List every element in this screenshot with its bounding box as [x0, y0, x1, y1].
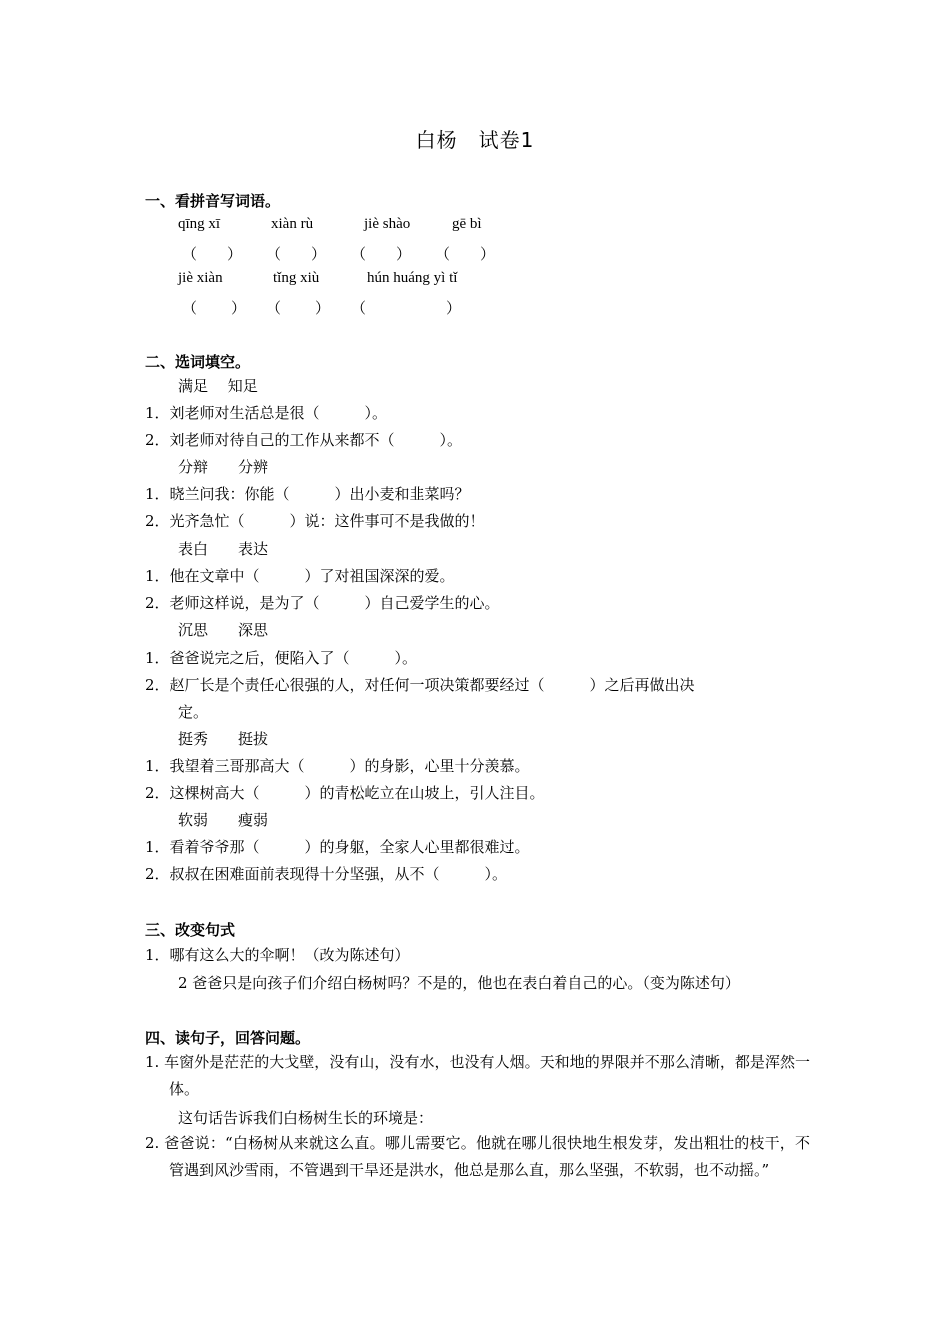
word-choice: 满足 知足: [178, 377, 258, 395]
question-item: 1．哪有这么大的伞啊！（改为陈述句）: [145, 946, 410, 964]
answer-blank: （ ）: [182, 245, 243, 263]
question-item: 2．叔叔在困难面前表现得十分坚强，从不（ ）。: [145, 865, 508, 883]
question-item: 2．老师这样说，是为了（ ）自己爱学生的心。: [145, 594, 500, 612]
question-item: 2．赵厂长是个责任心很强的人，对任何一项决策都要经过（ ）之后再做出决: [145, 676, 695, 694]
reading-passage-1: 1. 车窗外是茫茫的大戈壁，没有山，没有水，也没有人烟。天和地的界限并不那么清晰，都是浑然一体。: [145, 1053, 810, 1098]
question-item: 2．光齐急忙（ ）说：这件事可不是我做的！: [145, 512, 485, 530]
question-item: 2．刘老师对待自己的工作从来都不（ ）。: [145, 431, 463, 449]
pinyin-7: hún huáng yì tǐ: [367, 270, 458, 286]
answer-blank: （ ）: [266, 245, 327, 263]
reading-question-1: 这句话告诉我们白杨树生长的环境是：: [178, 1109, 434, 1127]
pinyin-2: xiàn rù: [271, 216, 314, 232]
question-item: 1．晓兰问我：你能（ ）出小麦和韭菜吗？: [145, 485, 470, 503]
word-choice: 沉思 深思: [178, 621, 269, 639]
answer-blank: （ ）: [435, 245, 496, 263]
question-item: 1．我望着三哥那高大（ ）的身影，心里十分羡慕。: [145, 757, 530, 775]
section-2-heading: 二、选词填空。: [145, 353, 251, 371]
page-title: 白杨 试卷1: [415, 128, 535, 152]
word-choice: 表白 表达: [178, 540, 269, 558]
word-choice: 软弱 瘦弱: [178, 811, 269, 829]
answer-blank: （ ）: [182, 299, 247, 317]
word-choice: 分辩 分辨: [178, 458, 269, 476]
answer-blank: （ ）: [351, 299, 462, 317]
pinyin-4: gē bì: [452, 216, 482, 232]
reading-passage-2: 2. 爸爸说：“白杨树从来就这么直。哪儿需要它。他就在哪儿很快地生根发芽，发出粗壮的枝干，不管遇到风沙雪雨，不管遇到干旱还是洪水，他总是那么直，那么坚强，不软弱，也不动摇。”: [145, 1134, 810, 1179]
pinyin-3: jiè shào: [364, 216, 411, 232]
question-item: 2 爸爸只是向孩子们介绍白杨树吗？不是的，他也在表白着自己的心。（变为陈述句）: [178, 974, 740, 992]
section-3-heading: 三、改变句式: [145, 921, 236, 939]
section-1-heading: 一、看拼音写词语。: [145, 192, 281, 210]
question-item: 1．刘老师对生活总是很（ ）。: [145, 404, 388, 422]
question-item: 1．看着爷爷那（ ）的身躯，全家人心里都很难过。: [145, 838, 530, 856]
question-item-continued: 定。: [178, 703, 209, 721]
section-4-heading: 四、读句子，回答问题。: [145, 1029, 311, 1047]
answer-blank: （ ）: [351, 245, 412, 263]
question-item: 1．爸爸说完之后，便陷入了（ ）。: [145, 649, 418, 667]
pinyin-6: tǐng xiù: [273, 270, 320, 286]
pinyin-5: jiè xiàn: [178, 270, 223, 286]
answer-blank: （ ）: [266, 299, 331, 317]
pinyin-1: qīng xī: [178, 216, 221, 232]
question-item: 1．他在文章中（ ）了对祖国深深的爱。: [145, 567, 455, 585]
question-item: 2．这棵树高大（ ）的青松屹立在山坡上，引人注目。: [145, 784, 545, 802]
word-choice: 挺秀 挺拔: [178, 730, 269, 748]
